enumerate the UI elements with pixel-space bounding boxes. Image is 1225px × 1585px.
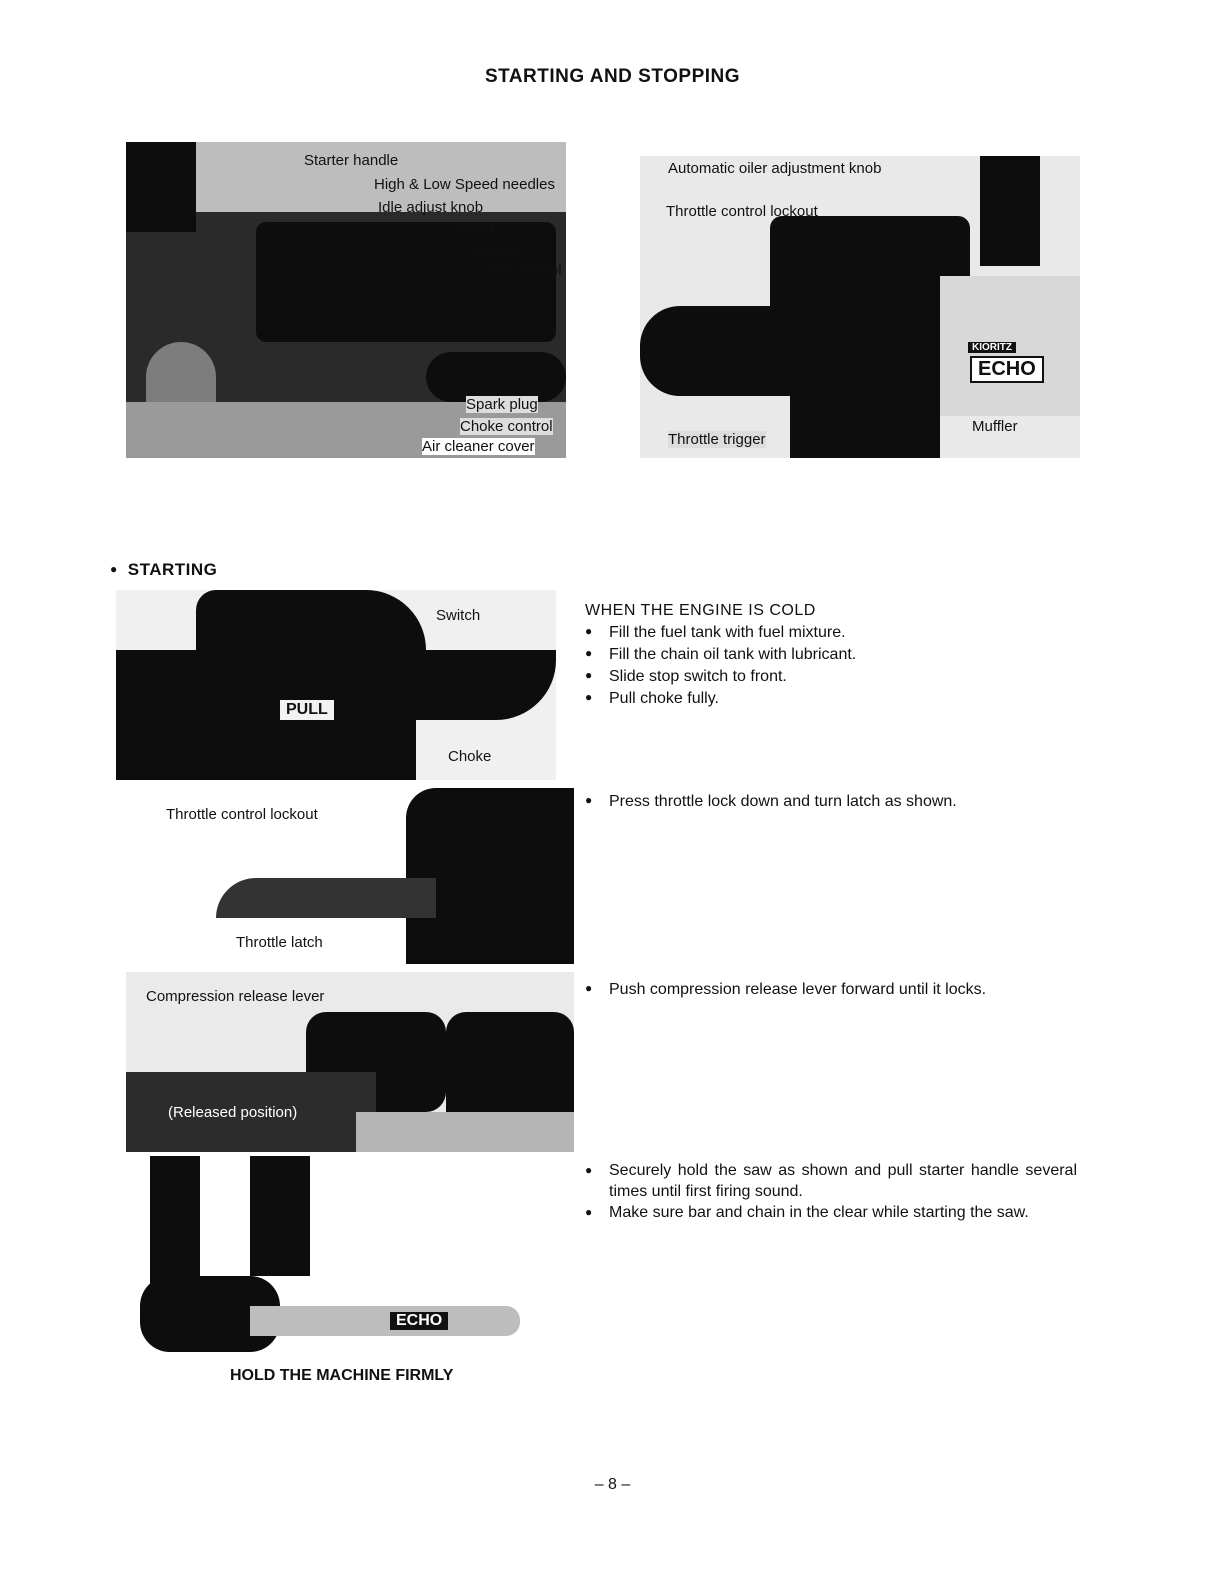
label-pull: PULL	[280, 700, 334, 720]
label-throttle-control-lockout-2: Throttle control lockout	[166, 806, 318, 823]
step-fill-oil	[585, 643, 1065, 665]
section-heading-starting	[110, 560, 217, 580]
label-manual: Manual	[472, 244, 522, 261]
step-throttle-lock-text: Press throttle lock down and turn latch as shown.	[609, 793, 957, 810]
step-pull-choke-text: Pull choke fully.	[609, 690, 719, 707]
page-number: – 8 –	[594, 1476, 631, 1493]
hold-steps-block	[585, 1160, 1077, 1223]
label-choke-control: Choke control	[460, 418, 553, 435]
cold-engine-block	[585, 600, 1065, 709]
step-hold-saw	[585, 1160, 1077, 1202]
step-clear-chain	[585, 1202, 1077, 1223]
label-throttle-control-lockout: Throttle control lockout	[666, 203, 818, 220]
label-speed-needles: High & Low Speed needles	[374, 176, 555, 193]
label-oiler-control: oiler control	[484, 262, 562, 279]
label-automatic-oiler-knob: Automatic oiler adjustment knob	[668, 160, 882, 177]
step-hold-saw-text: Securely hold the saw as shown and pull starter handle several times until first firing sound.	[609, 1162, 1077, 1200]
step-pull-choke	[585, 687, 1065, 709]
bullet-icon: ●	[585, 1163, 593, 1177]
label-choke: Choke	[448, 748, 492, 765]
label-throttle-latch: Throttle latch	[236, 934, 323, 951]
step-clear-chain-text: Make sure bar and chain in the clear while starting the saw.	[609, 1204, 1029, 1221]
label-compression-release-lever: Compression release lever	[146, 988, 325, 1005]
step-slide-switch-text: Slide stop switch to front.	[609, 668, 787, 685]
step-slide-switch	[585, 665, 1065, 687]
label-released-position: (Released position)	[168, 1104, 298, 1121]
label-idle-adjust-knob: Idle adjust knob	[378, 199, 484, 216]
section-heading-text: STARTING	[127, 560, 218, 579]
caption-hold-machine: HOLD THE MACHINE FIRMLY	[230, 1367, 454, 1384]
step-compression-release-text: Push compression release lever forward until it locks.	[609, 981, 987, 998]
label-air-cleaner-cover: Air cleaner cover	[422, 438, 535, 455]
badge-echo: ECHO	[970, 356, 1044, 383]
label-switch: Switch	[454, 222, 499, 239]
badge-kioritz: KIORITZ	[968, 342, 1016, 353]
bar-echo-label: ECHO	[390, 1312, 448, 1330]
step-compression-release	[585, 978, 1065, 1000]
label-spark-plug: Spark plug	[466, 396, 538, 413]
label-starter-handle: Starter handle	[304, 152, 399, 169]
page-title: STARTING AND STOPPING	[484, 66, 741, 87]
step-fill-fuel	[585, 621, 1065, 643]
label-switch-2: Switch	[436, 607, 481, 624]
step-throttle-lock	[585, 790, 1065, 812]
step-fill-oil-text: Fill the chain oil tank with lubricant.	[609, 646, 857, 663]
bullet-icon: ●	[585, 1205, 593, 1219]
bullet-icon: ●	[110, 562, 118, 576]
label-throttle-trigger: Throttle trigger	[668, 431, 766, 448]
step-fill-fuel-text: Fill the fuel tank with fuel mixture.	[609, 624, 846, 641]
photo-saw-top-right	[640, 156, 1080, 458]
cold-engine-heading: WHEN THE ENGINE IS COLD	[585, 602, 816, 619]
photo-hold-machine	[140, 1156, 530, 1352]
label-muffler: Muffler	[972, 418, 1018, 435]
